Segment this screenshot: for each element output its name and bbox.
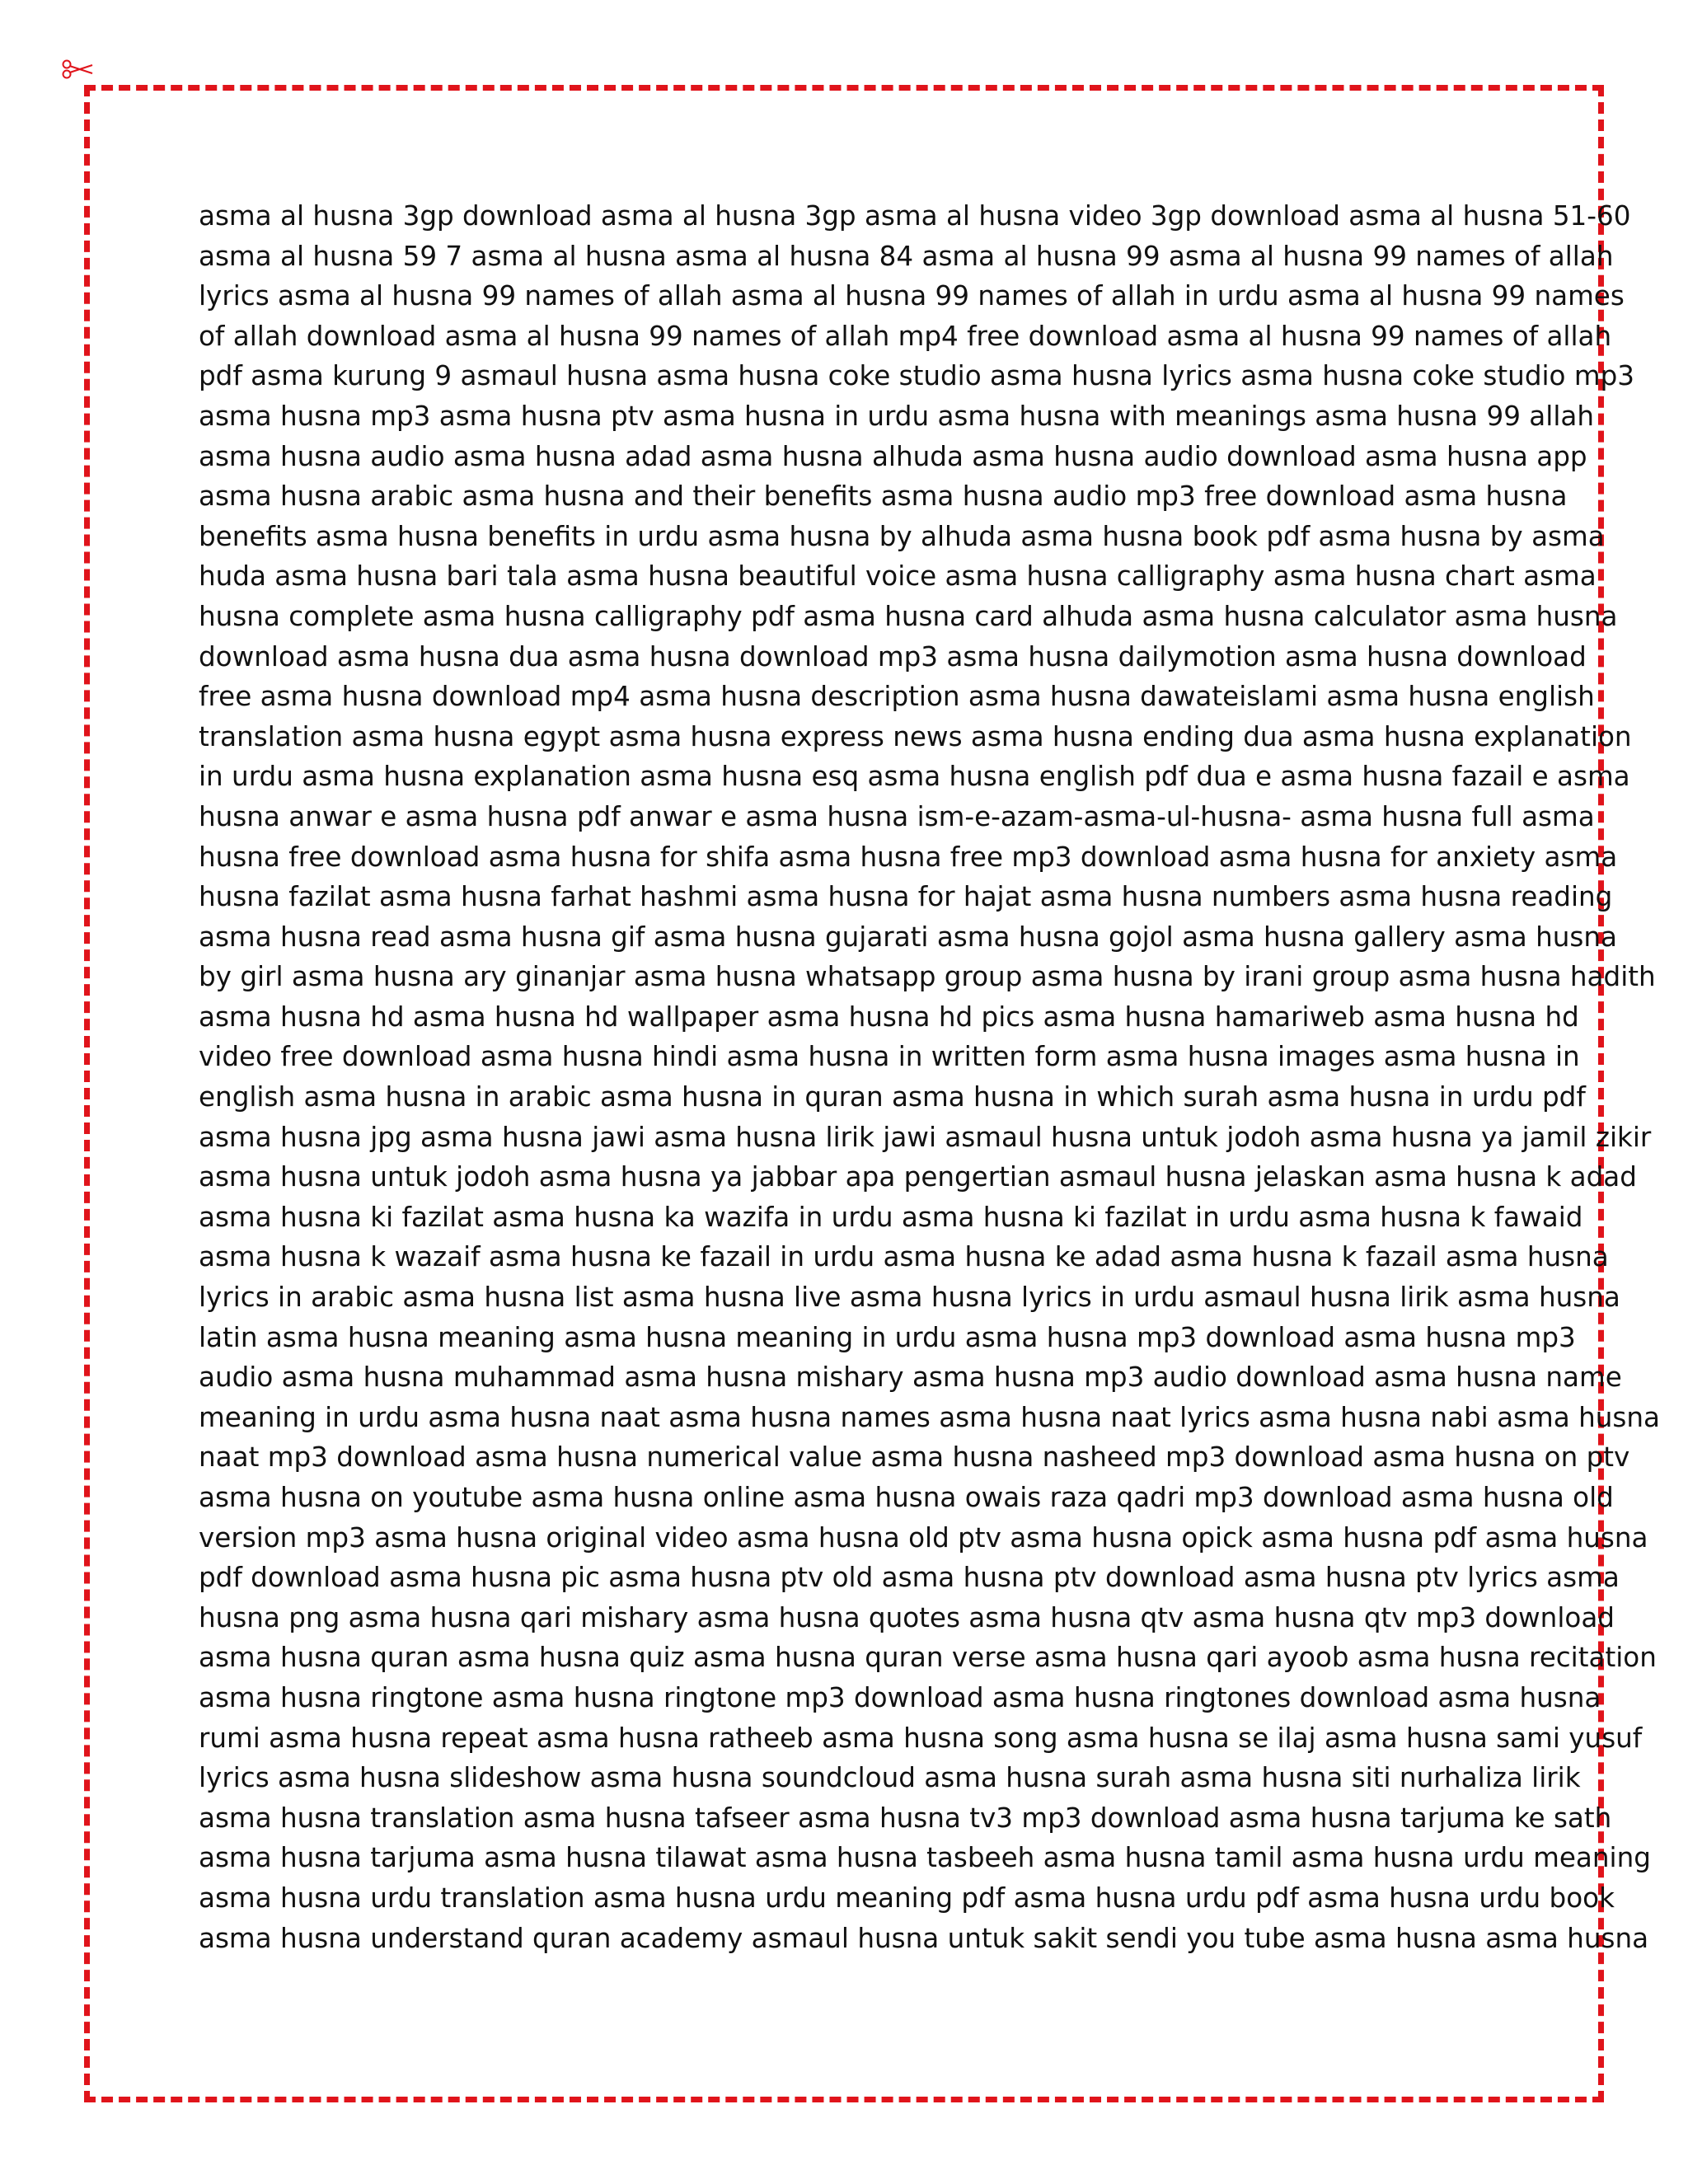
text-line: asma husna tarjuma asma husna tilawat asma husna tasbeeh asma husna tamil asma husna urdu meaning [199, 1842, 1651, 1874]
text-line: version mp3 asma husna original video asma husna old ptv asma husna opick asma husna pdf asma husna [199, 1521, 1648, 1554]
text-line: audio asma husna muhammad asma husna mishary asma husna mp3 audio download asma husna name [199, 1361, 1622, 1394]
text-line: asma husna translation asma husna tafseer asma husna tv3 mp3 download asma husna tarjuma ke sath [199, 1802, 1612, 1834]
text-line: asma husna hd asma husna hd wallpaper asma husna hd pics asma husna hamariweb asma husna hd [199, 1001, 1579, 1033]
text-line: asma al husna 3gp download asma al husna 3gp asma al husna video 3gp download asma al husna 51-60 [199, 200, 1631, 232]
text-line: lyrics in arabic asma husna list asma husna live asma husna lyrics in urdu asmaul husna lirik asma husna [199, 1282, 1620, 1314]
text-line: asma husna ringtone asma husna ringtone mp3 download asma husna ringtones download asma husna [199, 1681, 1601, 1713]
text-line: by girl asma husna ary ginanjar asma husna whatsapp group asma husna by irani group asma husna hadith [199, 961, 1656, 993]
text-line: in urdu asma husna explanation asma husna esq asma husna english pdf dua e asma husna fazail e asma [199, 761, 1630, 793]
text-line: translation asma husna egypt asma husna express news asma husna ending dua asma husna explanation [199, 720, 1632, 752]
text-line: asma husna audio asma husna adad asma husna alhuda asma husna audio download asma husna app [199, 440, 1587, 472]
text-line: of allah download asma al husna 99 names of allah mp4 free download asma al husna 99 names of allah [199, 320, 1612, 352]
text-line: asma husna on youtube asma husna online asma husna owais raza qadri mp3 download asma husna old [199, 1482, 1614, 1513]
text-line: asma husna urdu translation asma husna urdu meaning pdf asma husna urdu pdf asma husna urdu book [199, 1882, 1615, 1914]
text-line: asma husna quran asma husna quiz asma husna quran verse asma husna qari ayoob asma husna recitation [199, 1642, 1657, 1674]
text-line: husna fazilat asma husna farhat hashmi asma husna for hajat asma husna numbers asma husna reading [199, 881, 1613, 913]
text-line: naat mp3 download asma husna numerical value asma husna nasheed mp3 download asma husna on ptv [199, 1441, 1630, 1474]
text-line: rumi asma husna repeat asma husna ratheeb asma husna song asma husna se ilaj asma husna sami yusuf [199, 1722, 1643, 1754]
text-line: meaning in urdu asma husna naat asma husna names asma husna naat lyrics asma husna nabi asma husna [199, 1401, 1660, 1433]
scissors-icon [61, 58, 94, 81]
text-line: husna free download asma husna for shifa asma husna free mp3 download asma husna for anxiety asma [199, 841, 1618, 873]
text-line: lyrics asma al husna 99 names of allah asma al husna 99 names of allah in urdu asma al husna 99 names [199, 280, 1625, 312]
text-line: asma husna ki fazilat asma husna ka wazifa in urdu asma husna ki fazilat in urdu asma husna k fawaid [199, 1201, 1583, 1233]
text-line: husna png asma husna qari mishary asma husna quotes asma husna qtv asma husna qtv mp3 download [199, 1601, 1615, 1633]
text-line: asma husna k wazaif asma husna ke fazail in urdu asma husna ke adad asma husna k fazail asma husna [199, 1241, 1609, 1273]
text-line: asma al husna 59 7 asma al husna asma al husna 84 asma al husna 99 asma al husna 99 names of allah [199, 240, 1614, 272]
text-line: free asma husna download mp4 asma husna description asma husna dawateislami asma husna english [199, 681, 1595, 713]
text-line: asma husna jpg asma husna jawi asma husna lirik jawi asmaul husna untuk jodoh asma husna ya jamil zikir [199, 1121, 1652, 1153]
text-line: latin asma husna meaning asma husna meaning in urdu asma husna mp3 download asma husna mp3 [199, 1321, 1576, 1353]
keyword-text-block [199, 196, 1660, 1958]
text-line: asma husna untuk jodoh asma husna ya jabbar apa pengertian asmaul husna jelaskan asma husna k adad [199, 1161, 1637, 1193]
text-line: lyrics asma husna slideshow asma husna soundcloud asma husna surah asma husna siti nurhaliza lirik [199, 1762, 1581, 1794]
text-line: asma husna mp3 asma husna ptv asma husna in urdu asma husna with meanings asma husna 99 allah [199, 400, 1594, 432]
text-line: husna anwar e asma husna pdf anwar e asma husna ism-e-azam-asma-ul-husna- asma husna full asma [199, 800, 1595, 832]
text-line: video free download asma husna hindi asma husna in written form asma husna images asma husna in [199, 1041, 1580, 1073]
text-line: asma husna arabic asma husna and their benefits asma husna audio mp3 free download asma husna [199, 480, 1568, 513]
text-line: husna complete asma husna calligraphy pdf asma husna card alhuda asma husna calculator asma husna [199, 600, 1618, 632]
text-line: huda asma husna bari tala asma husna beautiful voice asma husna calligraphy asma husna chart asma [199, 560, 1597, 593]
text-line: pdf asma kurung 9 asmaul husna asma husna coke studio asma husna lyrics asma husna coke studio mp3 [199, 360, 1634, 392]
text-line: english asma husna in arabic asma husna in quran asma husna in which surah asma husna in urdu pdf [199, 1081, 1586, 1113]
text-line: benefits asma husna benefits in urdu asma husna by alhuda asma husna book pdf asma husna by asma [199, 520, 1605, 552]
text-line: pdf download asma husna pic asma husna ptv old asma husna ptv download asma husna ptv lyrics asma [199, 1562, 1620, 1594]
text-line: download asma husna dua asma husna download mp3 asma husna dailymotion asma husna download [199, 640, 1587, 673]
text-line: asma husna understand quran academy asmaul husna untuk sakit sendi you tube asma husna asma husna [199, 1922, 1649, 1954]
text-line: asma husna read asma husna gif asma husna gujarati asma husna gojol asma husna gallery asma husna [199, 921, 1617, 953]
